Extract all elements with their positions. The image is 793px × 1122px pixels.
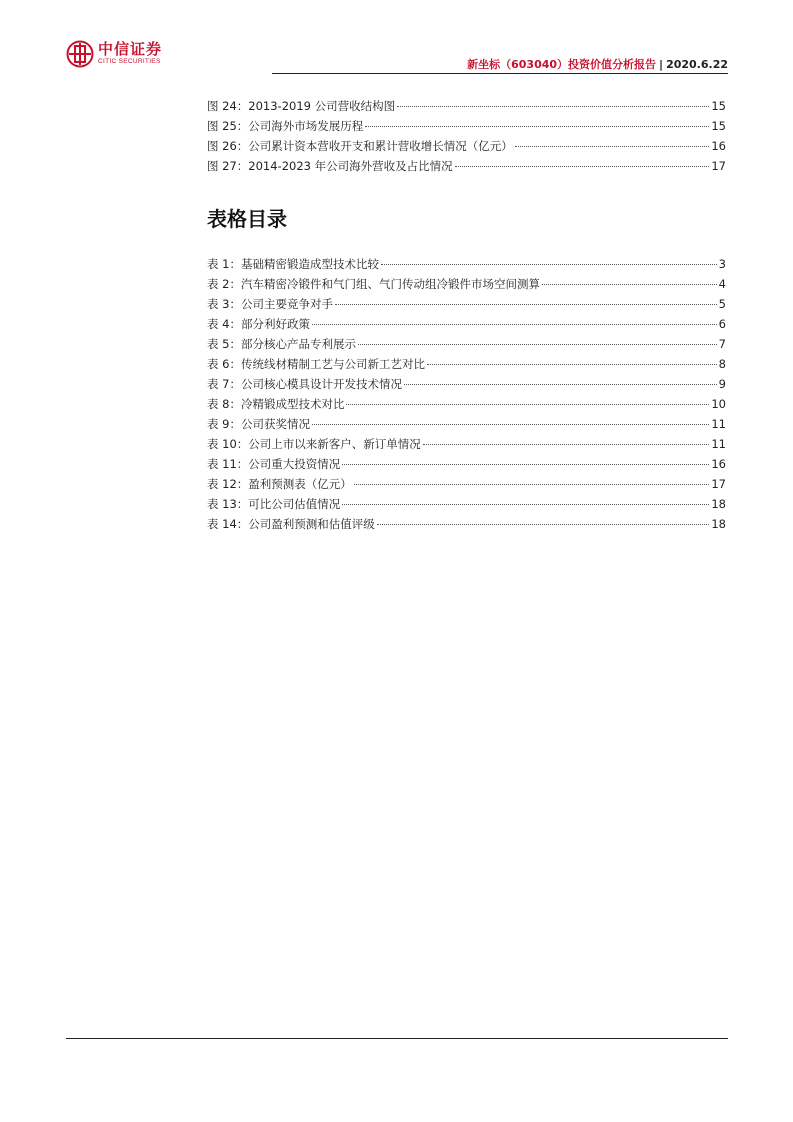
toc-entry[interactable] bbox=[207, 354, 726, 374]
citic-logo bbox=[66, 40, 162, 68]
toc-leader-dots bbox=[515, 146, 710, 147]
toc-entry-label: 表 13：可比公司估值情况 bbox=[207, 497, 341, 511]
toc-entry[interactable] bbox=[207, 314, 726, 334]
toc-entry-label: 表 5：部分核心产品专利展示 bbox=[207, 337, 356, 351]
toc-leader-dots bbox=[342, 464, 709, 465]
toc-entry[interactable] bbox=[207, 136, 726, 156]
toc-entry[interactable] bbox=[207, 116, 726, 136]
toc-leader-dots bbox=[377, 524, 710, 525]
toc-entry[interactable] bbox=[207, 274, 726, 294]
toc-leader-dots bbox=[455, 166, 710, 167]
toc-leader-dots bbox=[342, 504, 709, 505]
toc-entry[interactable] bbox=[207, 474, 726, 494]
report-title: 新坐标（603040）投资价值分析报告 bbox=[467, 58, 657, 71]
toc-entry-page: 5 bbox=[718, 297, 726, 311]
toc-entry-label: 表 9：公司获奖情况 bbox=[207, 417, 310, 431]
toc-entry-page: 16 bbox=[711, 139, 726, 153]
toc-leader-dots bbox=[542, 284, 717, 285]
toc-entry-page: 10 bbox=[711, 397, 726, 411]
toc-leader-dots bbox=[365, 126, 709, 127]
toc-entry-page: 17 bbox=[711, 477, 726, 491]
logo-chinese-name: 中信证券 bbox=[98, 40, 163, 59]
toc-entry-page: 8 bbox=[718, 357, 726, 371]
toc-entry[interactable] bbox=[207, 434, 726, 454]
toc-entry-label: 表 3：公司主要竞争对手 bbox=[207, 297, 333, 311]
toc-entry[interactable] bbox=[207, 334, 726, 354]
header-divider bbox=[272, 73, 728, 74]
page-header bbox=[66, 40, 728, 76]
logo-english-name: CITIC SECURITIES bbox=[98, 58, 161, 66]
toc-entry-label: 表 7：公司核心模具设计开发技术情况 bbox=[207, 377, 402, 391]
header-separator: | bbox=[659, 58, 664, 71]
toc-leader-dots bbox=[335, 304, 717, 305]
toc-entry-page: 18 bbox=[711, 497, 726, 511]
toc-entry[interactable] bbox=[207, 294, 726, 314]
table-toc-list bbox=[207, 254, 726, 534]
toc-entry-page: 9 bbox=[718, 377, 726, 391]
toc-leader-dots bbox=[423, 444, 710, 445]
toc-leader-dots bbox=[312, 324, 717, 325]
toc-entry-label: 表 12：盈利预测表（亿元） bbox=[207, 477, 352, 491]
toc-entry[interactable] bbox=[207, 414, 726, 434]
toc-entry-label: 表 8：冷精锻成型技术对比 bbox=[207, 397, 345, 411]
toc-entry-label: 表 4：部分利好政策 bbox=[207, 317, 310, 331]
toc-entry[interactable] bbox=[207, 514, 726, 534]
toc-entry[interactable] bbox=[207, 96, 726, 116]
toc-entry-page: 11 bbox=[711, 437, 726, 451]
toc-entry-label: 表 10：公司上市以来新客户、新订单情况 bbox=[207, 437, 421, 451]
toc-entry-page: 18 bbox=[711, 517, 726, 531]
toc-entry[interactable] bbox=[207, 494, 726, 514]
toc-entry-label: 图 26：公司累计资本营收开支和累计营收增长情况（亿元） bbox=[207, 139, 513, 153]
toc-entry-page: 15 bbox=[711, 119, 726, 133]
header-report-info bbox=[467, 56, 728, 72]
citic-logo-icon bbox=[66, 40, 94, 68]
toc-entry-label: 表 1：基础精密锻造成型技术比较 bbox=[207, 257, 379, 271]
toc-entry[interactable] bbox=[207, 394, 726, 414]
toc-entry-label: 表 11：公司重大投资情况 bbox=[207, 457, 341, 471]
toc-leader-dots bbox=[381, 264, 717, 265]
footer-divider bbox=[66, 1038, 728, 1039]
toc-leader-dots bbox=[397, 106, 709, 107]
toc-leader-dots bbox=[404, 384, 717, 385]
toc-entry-label: 表 14：公司盈利预测和估值评级 bbox=[207, 517, 375, 531]
figure-toc-list bbox=[207, 96, 726, 176]
toc-entry-page: 7 bbox=[718, 337, 726, 351]
report-date: 2020.6.22 bbox=[666, 58, 728, 71]
toc-entry-page: 15 bbox=[711, 99, 726, 113]
toc-leader-dots bbox=[346, 404, 709, 405]
toc-entry-page: 11 bbox=[711, 417, 726, 431]
toc-leader-dots bbox=[312, 424, 709, 425]
toc-entry-page: 4 bbox=[718, 277, 726, 291]
toc-leader-dots bbox=[358, 344, 717, 345]
toc-entry-label: 表 2：汽车精密冷锻件和气门组、气门传动组冷锻件市场空间测算 bbox=[207, 277, 540, 291]
toc-entry-label: 图 25：公司海外市场发展历程 bbox=[207, 119, 364, 133]
toc-entry-label: 表 6：传统线材精制工艺与公司新工艺对比 bbox=[207, 357, 425, 371]
table-toc-heading: 表格目录 bbox=[207, 207, 287, 231]
toc-entry-label: 图 27：2014-2023 年公司海外营收及占比情况 bbox=[207, 159, 453, 173]
toc-entry[interactable] bbox=[207, 374, 726, 394]
toc-entry[interactable] bbox=[207, 454, 726, 474]
toc-entry-label: 图 24：2013-2019 公司营收结构图 bbox=[207, 99, 396, 113]
toc-entry-page: 6 bbox=[718, 317, 726, 331]
toc-entry-page: 17 bbox=[711, 159, 726, 173]
toc-leader-dots bbox=[427, 364, 717, 365]
toc-entry[interactable] bbox=[207, 254, 726, 274]
toc-entry-page: 3 bbox=[718, 257, 726, 271]
toc-entry-page: 16 bbox=[711, 457, 726, 471]
toc-leader-dots bbox=[354, 484, 710, 485]
toc-entry[interactable] bbox=[207, 156, 726, 176]
